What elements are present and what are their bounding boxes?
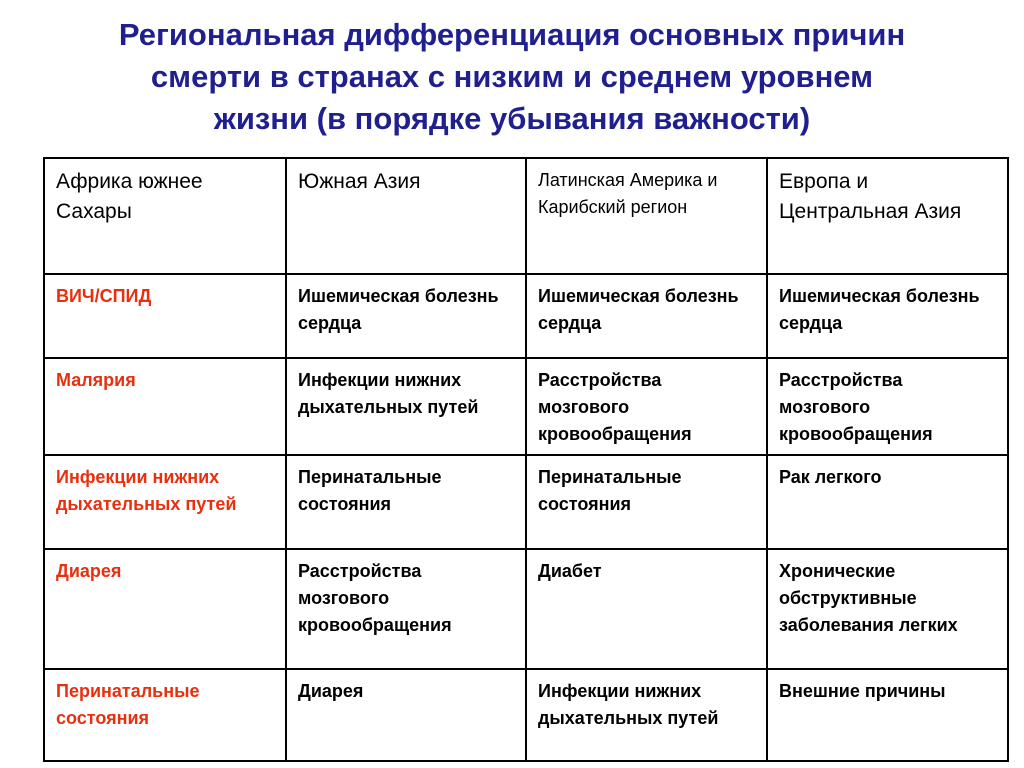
table-cell: Рак легкого [767,455,1008,549]
title-line-1: Региональная дифференциация основных причин [118,17,906,52]
header-africa: Африка южнее Сахары [44,158,286,274]
table-cell: Диарея [286,669,526,761]
table-row [44,274,1008,358]
table-cell: Перинатальные состояния [526,455,767,549]
title-line-3: жизни (в порядке убывания важности) [213,101,811,136]
header-south-asia: Южная Азия [286,158,526,274]
table-row [44,358,1008,455]
table-cell: Хронические обструктивные заболевания легких [767,549,1008,669]
table-cell: Диарея [44,549,286,669]
table-cell: Расстройства мозгового кровообращения [526,358,767,455]
table-header-row [44,158,1008,274]
table-cell: Расстройства мозгового кровообращения [767,358,1008,455]
table-row [44,669,1008,761]
table-cell: Ишемическая болезнь сердца [286,274,526,358]
table-row [44,455,1008,549]
table-cell: Малярия [44,358,286,455]
table-cell: Ишемическая болезнь сердца [767,274,1008,358]
table-cell: Инфекции нижних дыхательных путей [286,358,526,455]
table-cell: Расстройства мозгового кровообращения [286,549,526,669]
table-cell: Ишемическая болезнь сердца [526,274,767,358]
table-cell: Инфекции нижних дыхательных путей [44,455,286,549]
table-cell: Диабет [526,549,767,669]
table-cell: Инфекции нижних дыхательных путей [526,669,767,761]
header-latin-america: Латинская Америка и Карибский регион [526,158,767,274]
header-europe-central-asia: Европа и Центральная Азия [767,158,1008,274]
table-cell: ВИЧ/СПИД [44,274,286,358]
table-cell: Перинатальные состояния [286,455,526,549]
table-cell: Внешние причины [767,669,1008,761]
table-cell: Перинатальные состояния [44,669,286,761]
slide-title [40,14,984,140]
causes-of-death-table [43,157,1009,762]
title-line-2: смерти в странах с низким и среднем уровнем [150,59,874,94]
table-row [44,549,1008,669]
